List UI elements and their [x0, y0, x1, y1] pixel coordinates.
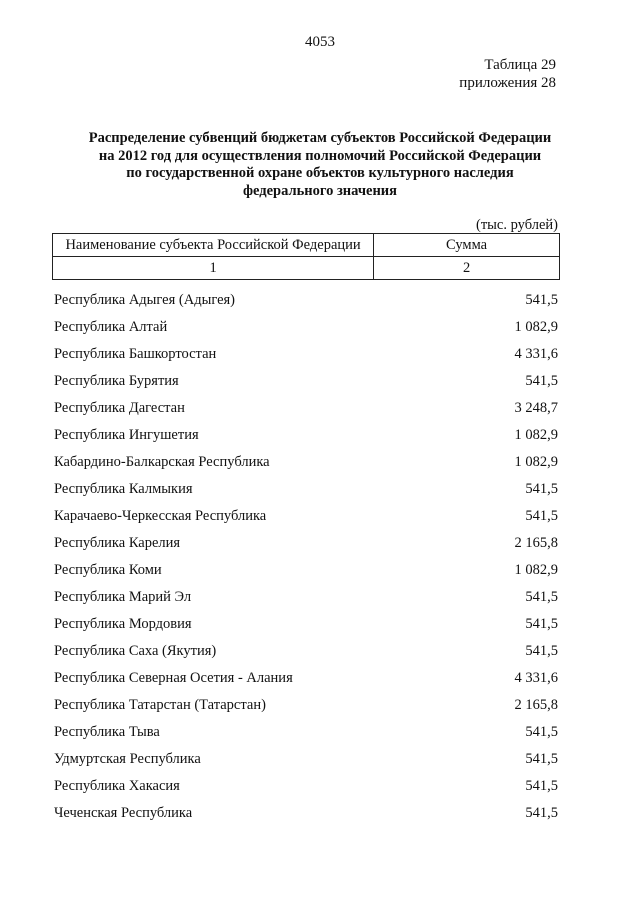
- table-number: Таблица 29: [484, 57, 556, 73]
- table-row: [54, 665, 558, 692]
- subsidy-amount: 1 082,9: [514, 427, 558, 443]
- subsidy-amount: 541,5: [525, 805, 558, 821]
- subsidy-amount: 541,5: [525, 724, 558, 740]
- subsidy-amount: 4 331,6: [514, 346, 558, 362]
- subject-name: Кабардино-Балкарская Республика: [54, 454, 270, 470]
- subsidy-amount: 2 165,8: [514, 535, 558, 551]
- units-label: (тыс. рублей): [476, 217, 558, 233]
- document-title: [40, 130, 600, 200]
- subsidy-amount: 2 165,8: [514, 697, 558, 713]
- title-line: по государственной охране объектов культурного наследия: [126, 165, 514, 181]
- table-row: [54, 368, 558, 395]
- page-number: 4053: [305, 34, 335, 50]
- table-row: [54, 449, 558, 476]
- subsidy-amount: 541,5: [525, 481, 558, 497]
- subject-name: Республика Тыва: [54, 724, 160, 740]
- subsidy-amount: 4 331,6: [514, 670, 558, 686]
- subject-name: Республика Карелия: [54, 535, 181, 551]
- header-row: [53, 234, 560, 257]
- header-number-row: [53, 257, 560, 280]
- subject-name: Республика Адыгея (Адыгея): [54, 292, 236, 308]
- title-line: федерального значения: [242, 182, 397, 199]
- table-row: [54, 800, 558, 827]
- table-row: [54, 557, 558, 584]
- subject-name: Республика Алтай: [54, 319, 168, 335]
- table-row: [54, 638, 558, 665]
- subject-name: Республика Коми: [54, 562, 162, 578]
- title-line: на 2012 год для осуществления полномочий Российской Федерации: [98, 147, 542, 164]
- table-header: [52, 233, 560, 280]
- appendix-number: приложения 28: [459, 75, 556, 91]
- subsidy-amount: 3 248,7: [514, 400, 558, 416]
- title-line: Распределение субвенций бюджетам субъектов Российской Федерации: [88, 130, 552, 146]
- subsidy-amount: 1 082,9: [514, 319, 558, 335]
- subject-name: Карачаево-Черкесская Республика: [54, 508, 267, 524]
- subject-name: Республика Северная Осетия - Алания: [54, 670, 293, 686]
- table-row: [54, 611, 558, 638]
- subsidy-amount: 1 082,9: [514, 562, 558, 578]
- header-subject-name: Наименование субъекта Российской Федерации: [53, 234, 374, 257]
- subsidy-amount: 541,5: [525, 778, 558, 794]
- subsidy-amount: 1 082,9: [514, 454, 558, 470]
- table-row: [54, 746, 558, 773]
- table-row: [54, 341, 558, 368]
- table-row: [54, 584, 558, 611]
- header-column-number-2: 2: [374, 257, 560, 280]
- header-amount: Сумма: [374, 234, 560, 257]
- subject-name: Республика Мордовия: [54, 616, 192, 632]
- subject-name: Удмуртская Республика: [54, 751, 201, 767]
- subject-name: Республика Бурятия: [54, 373, 179, 389]
- subject-name: Республика Хакасия: [54, 778, 180, 794]
- subsidy-amount: 541,5: [525, 508, 558, 524]
- subsidy-amount: 541,5: [525, 643, 558, 659]
- header-column-number-1: 1: [53, 257, 374, 280]
- subject-name: Республика Башкортостан: [54, 346, 217, 362]
- subsidy-amount: 541,5: [525, 292, 558, 308]
- subject-name: Республика Марий Эл: [54, 589, 192, 605]
- subject-name: Республика Татарстан (Татарстан): [54, 697, 266, 713]
- table-row: [54, 422, 558, 449]
- subject-name: Республика Дагестан: [54, 400, 185, 416]
- table-row: [54, 719, 558, 746]
- table-row: [54, 476, 558, 503]
- table-row: [54, 287, 558, 314]
- table-reference: [459, 56, 556, 92]
- table-row: [54, 314, 558, 341]
- table-row: [54, 692, 558, 719]
- subject-name: Республика Саха (Якутия): [54, 643, 217, 659]
- subject-name: Республика Калмыкия: [54, 481, 193, 497]
- table-row: [54, 395, 558, 422]
- subject-name: Республика Ингушетия: [54, 427, 199, 443]
- subsidy-list: [54, 287, 558, 827]
- subsidy-amount: 541,5: [525, 589, 558, 605]
- subject-name: Чеченская Республика: [54, 805, 193, 821]
- subsidy-amount: 541,5: [525, 751, 558, 767]
- subsidy-amount: 541,5: [525, 616, 558, 632]
- table-row: [54, 530, 558, 557]
- table-row: [54, 773, 558, 800]
- subsidy-amount: 541,5: [525, 373, 558, 389]
- table-row: [54, 503, 558, 530]
